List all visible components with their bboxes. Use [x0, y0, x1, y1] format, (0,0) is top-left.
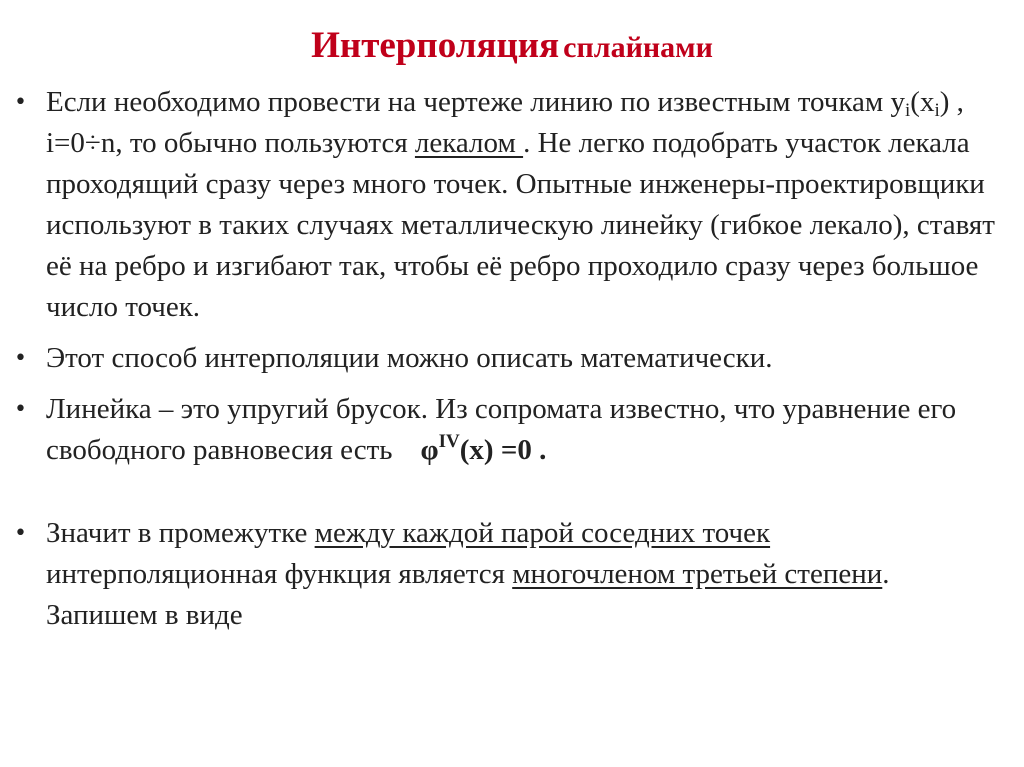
bullet-1-text-a: Если необходимо провести на чертеже линию по известным точкам y	[46, 86, 905, 118]
bullet-2-text: Этот способ интерполяции можно описать математически.	[46, 342, 773, 374]
bullet-item-4	[14, 513, 1004, 636]
bullet-4-text-a: Значит в промежутке	[46, 517, 315, 549]
bullet-4-underlined-b: многочленом третьей степени	[512, 558, 883, 590]
bullet-1-sub-a: i	[905, 100, 911, 121]
slide-title	[0, 24, 1024, 67]
formula-end: .	[531, 434, 547, 466]
bullet-3-text: Линейка – это упругий брусок. Из сопромата известно, что уравнение его свободного равновесия есть	[46, 393, 957, 466]
bullet-icon: •	[14, 397, 27, 422]
bullet-list	[14, 82, 1004, 646]
bullet-4-text-c: . Запишем в виде	[46, 558, 890, 631]
bullet-item-1	[14, 82, 1004, 328]
bullet-1-text-c: ) , i=0÷n, то обычно пользуются	[46, 86, 964, 159]
formula-rest: (x) =0	[459, 434, 532, 466]
equilibrium-formula	[420, 431, 547, 466]
formula-sup: IV	[438, 431, 460, 452]
lekalo-link[interactable]: лекалом	[414, 127, 524, 159]
bullet-item-3	[14, 389, 1004, 471]
bullet-icon: •	[14, 346, 27, 371]
bullet-1-sub-b: i	[934, 100, 940, 121]
formula-base: φ	[420, 434, 439, 466]
bullet-1-text-d: . Не легко подобрать участок лекала проходящий сразу через много точек. Опытные инженеры-проектировщики используют в таких случаях металлическую линейку (гибкое лекало), ставят её на ребро и изгибают так, чтобы её ребро проходило сразу через большое число точек.	[46, 127, 995, 323]
bullet-4-text-b: интерполяционная функция является	[46, 558, 513, 590]
title-sub: сплайнами	[563, 31, 713, 64]
bullet-item-2	[14, 338, 1004, 379]
bullet-1-text-b: (x	[910, 86, 935, 118]
title-main: Интерполяция	[311, 25, 560, 66]
bullet-4-underlined-a: между каждой парой соседних точек	[314, 517, 771, 549]
bullet-icon: •	[14, 521, 27, 546]
bullet-icon: •	[14, 90, 27, 115]
